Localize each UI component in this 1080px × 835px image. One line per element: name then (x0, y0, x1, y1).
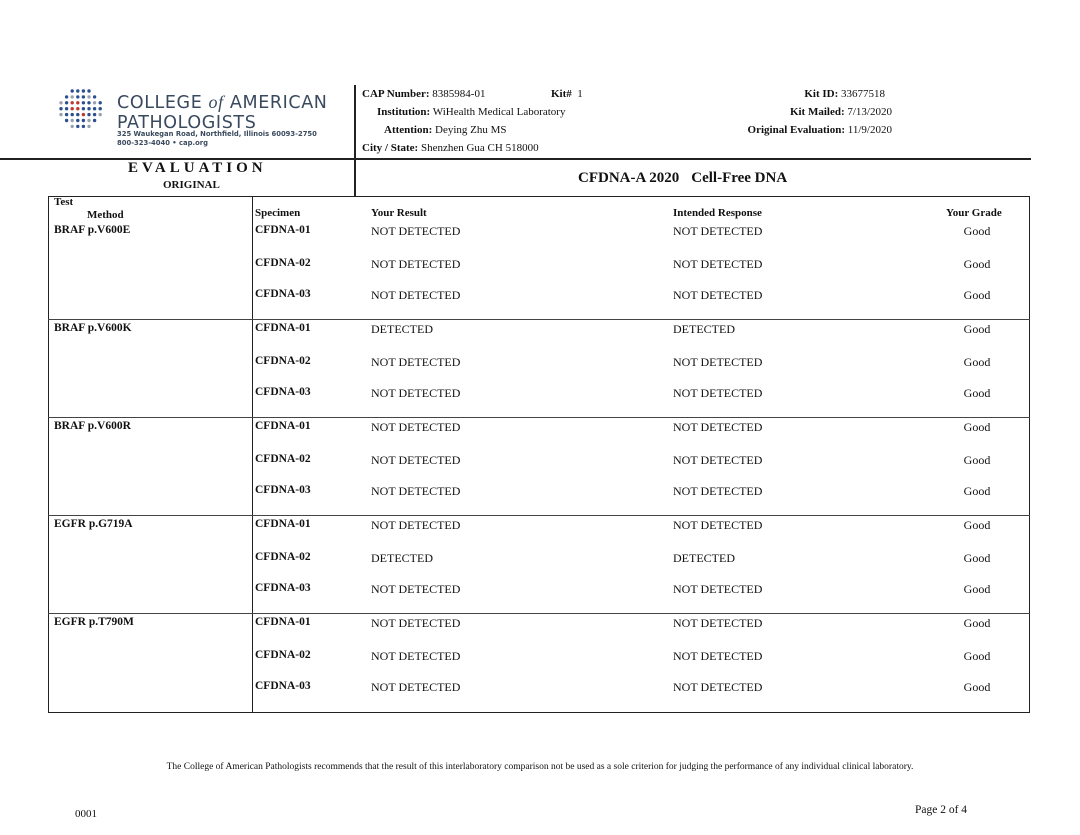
specimen-cell: CFDNA-01 (255, 224, 311, 236)
table-column-divider (252, 196, 253, 713)
institution: WiHealth Medical Laboratory (432, 106, 566, 118)
specimen-cell: CFDNA-02 (255, 355, 311, 367)
intended-response-cell: DETECTED (673, 322, 735, 336)
test-name: EGFR p.G719A (54, 518, 133, 530)
test-name: BRAF p.V600R (54, 420, 131, 432)
grade-cell: Good (963, 355, 991, 369)
grade-cell: Good (963, 616, 991, 630)
city-state: Shenzhen Gua CH 518000 (420, 142, 539, 154)
results-table (48, 196, 1030, 713)
evaluation-title: EVALUATION (128, 160, 267, 176)
your-result-cell: NOT DETECTED (371, 288, 461, 302)
org-name: COLLEGE of AMERICAN PATHOLOGISTS (117, 92, 328, 133)
header-your-result: Your Result (371, 207, 427, 219)
specimen-cell: CFDNA-01 (255, 420, 311, 432)
your-result-cell: NOT DETECTED (371, 582, 461, 596)
intended-response-cell: NOT DETECTED (673, 420, 763, 434)
header-intended-response: Intended Response (673, 207, 762, 219)
your-result-cell: NOT DETECTED (371, 257, 461, 271)
specimen-cell: CFDNA-02 (255, 551, 311, 563)
specimen-cell: CFDNA-02 (255, 649, 311, 661)
grade-cell: Good (963, 322, 991, 336)
header-specimen: Specimen (255, 207, 301, 219)
intended-response-cell: NOT DETECTED (673, 257, 763, 271)
intended-response-cell: NOT DETECTED (673, 386, 763, 400)
grade-cell: Good (963, 551, 991, 565)
intended-response-cell: NOT DETECTED (673, 453, 763, 467)
your-result-cell: DETECTED (371, 322, 433, 336)
grade-cell: Good (963, 386, 991, 400)
header-your-grade: Your Grade (946, 207, 1002, 219)
test-name: BRAF p.V600E (54, 224, 131, 236)
header-divider (354, 85, 356, 196)
lab-info: CAP Number: 8385984-01 Institution: WiHealth Medical Laboratory Attention: Deying Zhu MS City / State: Shenzhen Gua CH 518000 (362, 88, 566, 154)
org-address: 325 Waukegan Road, Northfield, Illinois 60093-2750 800-323-4040 • cap.org (117, 130, 317, 147)
grade-cell: Good (963, 582, 991, 596)
original-evaluation: 11/9/2020 (847, 124, 892, 136)
specimen-cell: CFDNA-02 (255, 453, 311, 465)
grade-cell: Good (963, 224, 991, 238)
specimen-cell: CFDNA-01 (255, 616, 311, 628)
program-title: CFDNA-A 2020 Cell-Free DNA (578, 170, 788, 186)
attention: Deying Zhu MS (435, 124, 507, 136)
grade-cell: Good (963, 680, 991, 694)
specimen-cell: CFDNA-03 (255, 582, 311, 594)
test-name: EGFR p.T790M (54, 616, 134, 628)
kit-id: 33677518 (841, 88, 885, 100)
document-code: 0001 (75, 808, 97, 820)
specimen-cell: CFDNA-03 (255, 484, 311, 496)
grade-cell: Good (963, 453, 991, 467)
specimen-cell: CFDNA-03 (255, 386, 311, 398)
your-result-cell: NOT DETECTED (371, 680, 461, 694)
intended-response-cell: NOT DETECTED (673, 616, 763, 630)
specimen-cell: CFDNA-01 (255, 518, 311, 530)
page-number: Page 2 of 4 (915, 804, 968, 816)
grade-cell: Good (963, 649, 991, 663)
kit-mailed: 7/13/2020 (847, 106, 892, 118)
intended-response-cell: NOT DETECTED (673, 484, 763, 498)
your-result-cell: NOT DETECTED (371, 649, 461, 663)
grade-cell: Good (963, 257, 991, 271)
intended-response-cell: NOT DETECTED (673, 680, 763, 694)
evaluation-subtitle: ORIGINAL (163, 179, 220, 191)
specimen-cell: CFDNA-01 (255, 322, 311, 334)
your-result-cell: NOT DETECTED (371, 453, 461, 467)
specimen-cell: CFDNA-03 (255, 288, 311, 300)
your-result-cell: NOT DETECTED (371, 518, 461, 532)
your-result-cell: NOT DETECTED (371, 484, 461, 498)
group-separator (48, 417, 1030, 418)
grade-cell: Good (963, 420, 991, 434)
group-separator (48, 613, 1030, 614)
intended-response-cell: NOT DETECTED (673, 518, 763, 532)
specimen-cell: CFDNA-02 (255, 257, 311, 269)
intended-response-cell: NOT DETECTED (673, 288, 763, 302)
grade-cell: Good (963, 288, 991, 302)
cap-number: 8385984-01 (432, 88, 486, 100)
your-result-cell: NOT DETECTED (371, 386, 461, 400)
your-result-cell: NOT DETECTED (371, 224, 461, 238)
test-name: BRAF p.V600K (54, 322, 132, 334)
intended-response-cell: NOT DETECTED (673, 649, 763, 663)
grade-cell: Good (963, 484, 991, 498)
group-separator (48, 515, 1030, 516)
your-result-cell: DETECTED (371, 551, 433, 565)
your-result-cell: NOT DETECTED (371, 355, 461, 369)
cap-logo-icon (58, 88, 104, 130)
header-method: Method (87, 209, 124, 221)
your-result-cell: NOT DETECTED (371, 616, 461, 630)
disclaimer-note: The College of American Pathologists recommends that the result of this interlaboratory comparison not be used as a sole criterion for judging the performance of any individual clinical laboratory. (166, 762, 914, 772)
kit-number: Kit# 1 (551, 88, 583, 100)
specimen-cell: CFDNA-03 (255, 680, 311, 692)
header-test: Test (54, 196, 74, 208)
kit-info: Kit ID: 33677518 Kit Mailed: 7/13/2020 Original Evaluation: 11/9/2020 (747, 88, 892, 136)
intended-response-cell: NOT DETECTED (673, 355, 763, 369)
intended-response-cell: NOT DETECTED (673, 582, 763, 596)
group-separator (48, 319, 1030, 320)
grade-cell: Good (963, 518, 991, 532)
intended-response-cell: DETECTED (673, 551, 735, 565)
intended-response-cell: NOT DETECTED (673, 224, 763, 238)
your-result-cell: NOT DETECTED (371, 420, 461, 434)
